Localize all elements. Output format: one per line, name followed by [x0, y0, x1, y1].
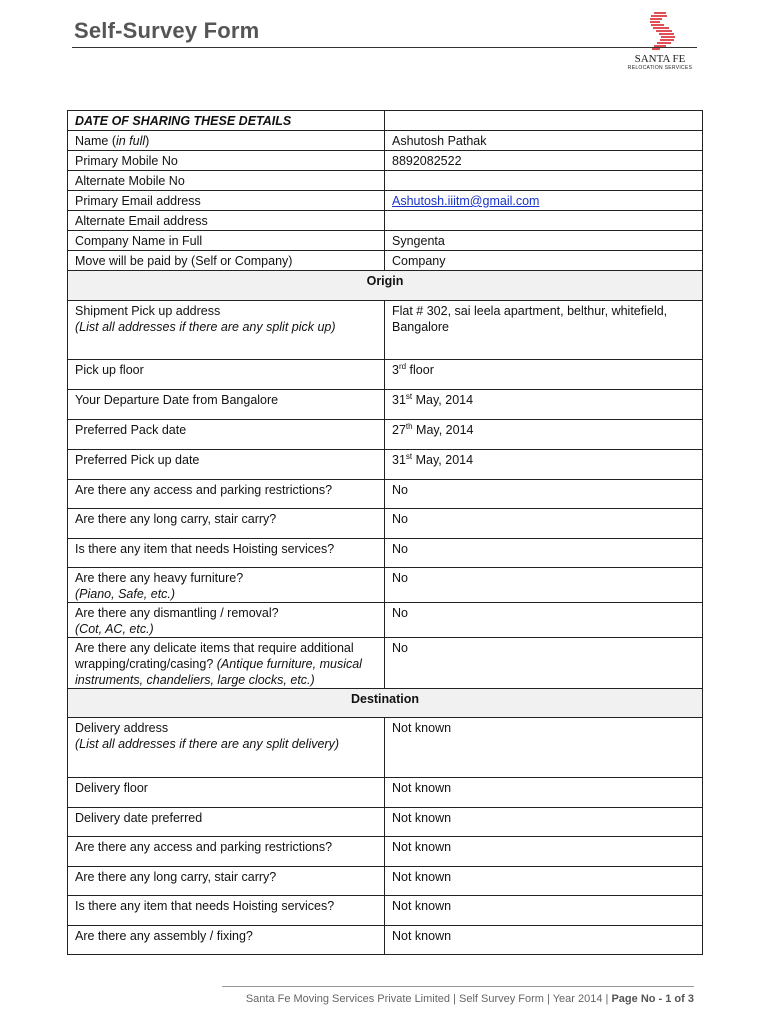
- pack-date-value[interactable]: [385, 420, 703, 450]
- table-row: [68, 131, 703, 151]
- pickup-date-value[interactable]: [385, 450, 703, 480]
- name-label-text: Name (: [75, 134, 116, 148]
- pickup-floor-suffix: rd: [398, 361, 407, 371]
- table-row: [68, 420, 703, 450]
- dismantling-label-text: Are there any dismantling / removal?: [75, 606, 279, 620]
- destination-access-label: Are there any access and parking restrictions?: [68, 837, 385, 867]
- delivery-floor-label: Delivery floor: [68, 778, 385, 808]
- company-name-value[interactable]: Syngenta: [385, 231, 703, 251]
- sharing-date-value[interactable]: [385, 111, 703, 131]
- departure-date-label: Your Departure Date from Bangalore: [68, 390, 385, 420]
- destination-carry-label: Are there any long carry, stair carry?: [68, 867, 385, 896]
- pickup-address-label: [68, 301, 385, 360]
- page-number: Page No - 1 of 3: [611, 993, 694, 1005]
- destination-access-value[interactable]: Not known: [385, 837, 703, 867]
- table-row: [68, 251, 703, 271]
- origin-access-label: Are there any access and parking restrictions?: [68, 480, 385, 509]
- origin-heading: Origin: [68, 271, 703, 301]
- logo-tagline: RELOCATION SERVICES: [627, 65, 693, 71]
- table-row: [68, 926, 703, 955]
- table-row: [68, 837, 703, 867]
- table-row: [68, 450, 703, 480]
- departure-day: 31: [392, 393, 406, 407]
- page-title: Self-Survey Form: [74, 18, 260, 43]
- page-footer: [246, 993, 694, 1005]
- heavy-furniture-note: (Piano, Safe, etc.): [75, 587, 176, 601]
- delivery-floor-value[interactable]: Not known: [385, 778, 703, 808]
- pickup-floor-value[interactable]: [385, 360, 703, 390]
- pack-date-label: Preferred Pack date: [68, 420, 385, 450]
- delivery-address-note: (List all addresses if there are any split delivery): [75, 737, 340, 751]
- pack-month-year: May, 2014: [412, 423, 474, 437]
- primary-email-label: Primary Email address: [68, 191, 385, 211]
- table-row: [68, 808, 703, 837]
- name-label-note: in full: [115, 134, 146, 148]
- primary-mobile-label: Primary Mobile No: [68, 151, 385, 171]
- origin-access-value[interactable]: No: [385, 480, 703, 509]
- pickup-day-suffix: st: [405, 451, 413, 461]
- alternate-email-value[interactable]: [385, 211, 703, 231]
- table-row: [68, 638, 703, 689]
- table-row: [68, 390, 703, 420]
- delicate-items-value[interactable]: No: [385, 638, 703, 689]
- primary-mobile-value[interactable]: 8892082522: [385, 151, 703, 171]
- pickup-floor-label: Pick up floor: [68, 360, 385, 390]
- departure-date-value[interactable]: [385, 390, 703, 420]
- table-row: [68, 151, 703, 171]
- destination-hoisting-label: Is there any item that needs Hoisting services?: [68, 896, 385, 926]
- pickup-address-value[interactable]: Flat # 302, sai leela apartment, belthur, whitefield, Bangalore: [385, 301, 703, 360]
- table-row: [68, 778, 703, 808]
- name-label: [68, 131, 385, 151]
- pickup-address-label-text: Shipment Pick up address: [75, 304, 221, 318]
- pickup-address-note: (List all addresses if there are any split pick up): [75, 320, 336, 334]
- logo-company-name: SANTA FE: [634, 53, 686, 65]
- delicate-items-note: (Antique furniture, musical instruments, chandeliers, large clocks, etc.): [75, 657, 362, 687]
- origin-carry-label: Are there any long carry, stair carry?: [68, 509, 385, 539]
- footer-text: Santa Fe Moving Services Private Limited | Self Survey Form | Year 2014 |: [245, 993, 612, 1005]
- origin-section-header: [68, 271, 703, 301]
- table-row: [68, 718, 703, 778]
- table-row: [68, 867, 703, 896]
- table-row: [68, 171, 703, 191]
- pack-day: 27: [392, 423, 406, 437]
- table-row: [68, 231, 703, 251]
- pickup-floor-text: floor: [406, 363, 434, 377]
- table-row: [68, 301, 703, 360]
- origin-carry-value[interactable]: No: [385, 509, 703, 539]
- sharing-date-label: DATE OF SHARING THESE DETAILS: [68, 111, 385, 131]
- paid-by-value[interactable]: Company: [385, 251, 703, 271]
- heavy-furniture-value[interactable]: No: [385, 568, 703, 603]
- heavy-furniture-label-text: Are there any heavy furniture?: [75, 571, 244, 585]
- delivery-address-label: [68, 718, 385, 778]
- pack-day-suffix: th: [405, 421, 413, 431]
- delivery-date-value[interactable]: Not known: [385, 808, 703, 837]
- departure-month-year: May, 2014: [412, 393, 474, 407]
- delivery-address-value[interactable]: Not known: [385, 718, 703, 778]
- survey-table: [67, 110, 703, 955]
- table-row: [68, 191, 703, 211]
- pickup-date-label: Preferred Pick up date: [68, 450, 385, 480]
- primary-email-link[interactable]: Ashutosh.iiitm@gmail.com: [392, 194, 540, 208]
- table-row: [68, 111, 703, 131]
- name-label-end: ): [145, 134, 150, 148]
- dismantling-label: [68, 603, 385, 638]
- delivery-address-label-text: Delivery address: [75, 721, 169, 735]
- santa-fe-logo-icon: [640, 10, 680, 54]
- company-logo: [624, 10, 696, 74]
- table-row: [68, 480, 703, 509]
- company-name-label: Company Name in Full: [68, 231, 385, 251]
- destination-section-header: [68, 689, 703, 718]
- footer-divider: [222, 986, 694, 987]
- assembly-label: Are there any assembly / fixing?: [68, 926, 385, 955]
- alternate-email-label: Alternate Email address: [68, 211, 385, 231]
- table-row: [68, 568, 703, 603]
- destination-hoisting-value[interactable]: Not known: [385, 896, 703, 926]
- heavy-furniture-label: [68, 568, 385, 603]
- name-value[interactable]: Ashutosh Pathak: [385, 131, 703, 151]
- dismantling-note: (Cot, AC, etc.): [75, 622, 154, 636]
- pickup-day: 31: [392, 453, 406, 467]
- alternate-mobile-label: Alternate Mobile No: [68, 171, 385, 191]
- table-row: [68, 360, 703, 390]
- destination-heading: Destination: [68, 689, 703, 718]
- table-row: [68, 211, 703, 231]
- alternate-mobile-value[interactable]: [385, 171, 703, 191]
- table-row: [68, 539, 703, 568]
- assembly-value[interactable]: Not known: [385, 926, 703, 955]
- table-row: [68, 509, 703, 539]
- paid-by-label: Move will be paid by (Self or Company): [68, 251, 385, 271]
- origin-hoisting-label: Is there any item that needs Hoisting services?: [68, 539, 385, 568]
- departure-day-suffix: st: [405, 391, 413, 401]
- delicate-items-label: [68, 638, 385, 689]
- delicate-items-label-text: Are there any delicate items that require additional wrapping/crating/casing?: [75, 641, 354, 671]
- primary-email-cell: [385, 191, 703, 211]
- destination-carry-value[interactable]: Not known: [385, 867, 703, 896]
- delivery-date-label: Delivery date preferred: [68, 808, 385, 837]
- header-divider: [72, 47, 697, 48]
- dismantling-value[interactable]: No: [385, 603, 703, 638]
- origin-hoisting-value[interactable]: No: [385, 539, 703, 568]
- table-row: [68, 603, 703, 638]
- table-row: [68, 896, 703, 926]
- pickup-floor-number: 3: [392, 363, 399, 377]
- pickup-month-year: May, 2014: [412, 453, 474, 467]
